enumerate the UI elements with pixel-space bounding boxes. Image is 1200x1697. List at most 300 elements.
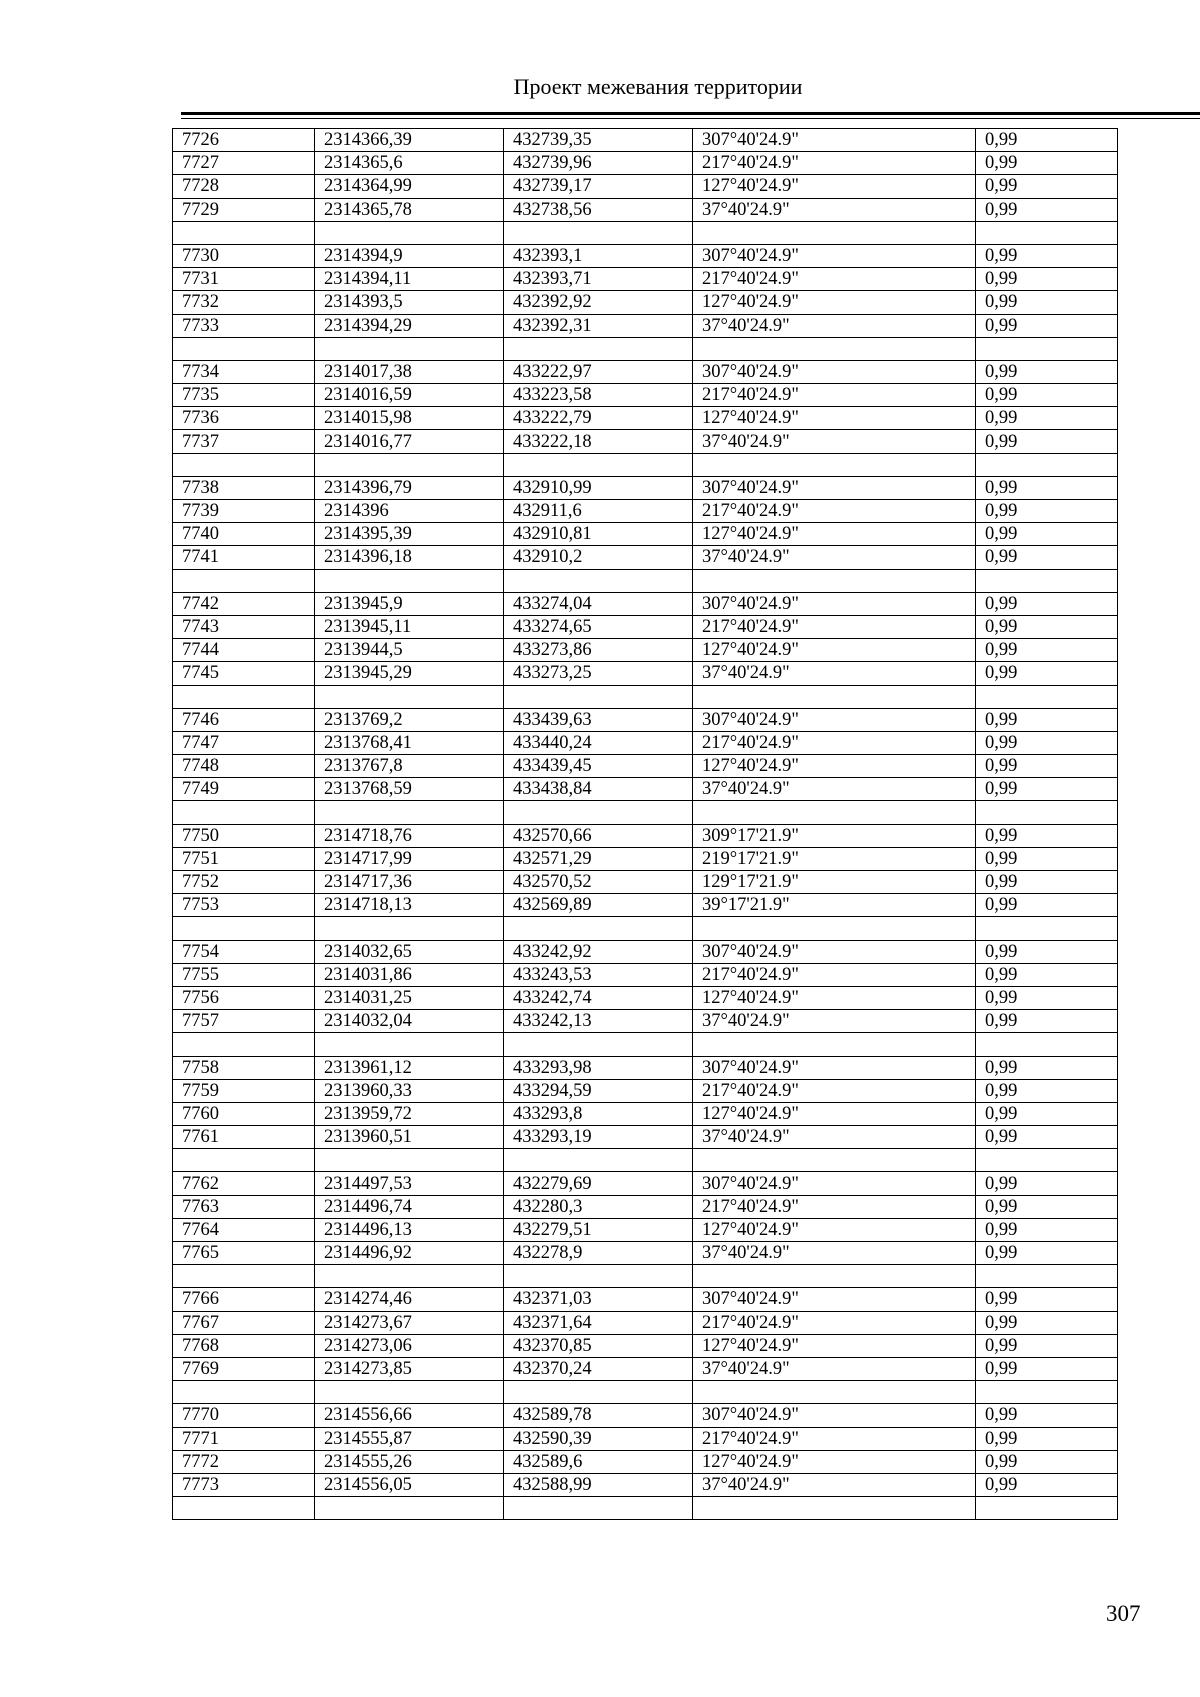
table-row bbox=[173, 1334, 1118, 1357]
direction-angle-cell: 307°40'24.9" bbox=[693, 476, 976, 499]
table-row bbox=[173, 291, 1118, 314]
direction-angle-cell: 217°40'24.9" bbox=[693, 1079, 976, 1102]
point-number-cell: 7727 bbox=[173, 152, 315, 175]
x-coordinate-cell: 2314016,59 bbox=[315, 384, 504, 407]
direction-angle-cell bbox=[693, 569, 976, 592]
table-row bbox=[173, 1195, 1118, 1218]
y-coordinate-cell: 432590,39 bbox=[504, 1427, 693, 1450]
table-row bbox=[173, 1427, 1118, 1450]
y-coordinate-cell: 432739,35 bbox=[504, 129, 693, 152]
y-coordinate-cell bbox=[504, 801, 693, 824]
x-coordinate-cell: 2314396,18 bbox=[315, 546, 504, 569]
y-coordinate-cell: 433274,65 bbox=[504, 615, 693, 638]
distance-cell: 0,99 bbox=[976, 476, 1118, 499]
point-number-cell: 7758 bbox=[173, 1056, 315, 1079]
distance-cell: 0,99 bbox=[976, 1473, 1118, 1496]
point-number-cell: 7773 bbox=[173, 1473, 315, 1496]
table-row bbox=[173, 1357, 1118, 1380]
distance-cell: 0,99 bbox=[976, 407, 1118, 430]
y-coordinate-cell: 433294,59 bbox=[504, 1079, 693, 1102]
distance-cell: 0,99 bbox=[976, 778, 1118, 801]
point-number-cell: 7740 bbox=[173, 523, 315, 546]
table-row bbox=[173, 778, 1118, 801]
table-row bbox=[173, 244, 1118, 267]
point-number-cell bbox=[173, 1149, 315, 1172]
x-coordinate-cell: 2313767,8 bbox=[315, 755, 504, 778]
point-number-cell: 7751 bbox=[173, 847, 315, 870]
direction-angle-cell: 127°40'24.9" bbox=[693, 1334, 976, 1357]
direction-angle-cell: 127°40'24.9" bbox=[693, 1450, 976, 1473]
table-row bbox=[173, 152, 1118, 175]
point-number-cell: 7734 bbox=[173, 360, 315, 383]
point-number-cell: 7735 bbox=[173, 384, 315, 407]
distance-cell: 0,99 bbox=[976, 546, 1118, 569]
table-row bbox=[173, 129, 1118, 152]
y-coordinate-cell: 432739,17 bbox=[504, 175, 693, 198]
direction-angle-cell: 307°40'24.9" bbox=[693, 1404, 976, 1427]
x-coordinate-cell: 2314718,13 bbox=[315, 894, 504, 917]
distance-cell: 0,99 bbox=[976, 500, 1118, 523]
distance-cell: 0,99 bbox=[976, 360, 1118, 383]
direction-angle-cell: 37°40'24.9" bbox=[693, 1357, 976, 1380]
table-row bbox=[173, 1288, 1118, 1311]
y-coordinate-cell: 432278,9 bbox=[504, 1242, 693, 1265]
direction-angle-cell: 39°17'21.9" bbox=[693, 894, 976, 917]
direction-angle-cell: 217°40'24.9" bbox=[693, 152, 976, 175]
x-coordinate-cell: 2314273,06 bbox=[315, 1334, 504, 1357]
direction-angle-cell bbox=[693, 1149, 976, 1172]
distance-cell: 0,99 bbox=[976, 894, 1118, 917]
direction-angle-cell: 37°40'24.9" bbox=[693, 1010, 976, 1033]
x-coordinate-cell: 2314496,13 bbox=[315, 1218, 504, 1241]
x-coordinate-cell: 2314273,67 bbox=[315, 1311, 504, 1334]
y-coordinate-cell: 432371,64 bbox=[504, 1311, 693, 1334]
y-coordinate-cell bbox=[504, 337, 693, 360]
point-number-cell: 7755 bbox=[173, 963, 315, 986]
table-row bbox=[173, 1010, 1118, 1033]
y-coordinate-cell bbox=[504, 1381, 693, 1404]
x-coordinate-cell: 2314555,26 bbox=[315, 1450, 504, 1473]
distance-cell: 0,99 bbox=[976, 244, 1118, 267]
x-coordinate-cell: 2314393,5 bbox=[315, 291, 504, 314]
direction-angle-cell: 217°40'24.9" bbox=[693, 615, 976, 638]
direction-angle-cell: 129°17'21.9" bbox=[693, 871, 976, 894]
direction-angle-cell bbox=[693, 1033, 976, 1056]
table-row bbox=[173, 639, 1118, 662]
x-coordinate-cell: 2314556,05 bbox=[315, 1473, 504, 1496]
point-number-cell: 7733 bbox=[173, 314, 315, 337]
y-coordinate-cell: 432569,89 bbox=[504, 894, 693, 917]
page-number: 307 bbox=[1106, 1601, 1141, 1626]
table-row bbox=[173, 894, 1118, 917]
point-number-cell bbox=[173, 917, 315, 940]
direction-angle-cell: 127°40'24.9" bbox=[693, 1102, 976, 1125]
direction-angle-cell: 307°40'24.9" bbox=[693, 360, 976, 383]
table-row bbox=[173, 384, 1118, 407]
x-coordinate-cell: 2314016,77 bbox=[315, 430, 504, 453]
table-row bbox=[173, 198, 1118, 221]
direction-angle-cell bbox=[693, 1265, 976, 1288]
distance-cell: 0,99 bbox=[976, 639, 1118, 662]
x-coordinate-cell: 2314274,46 bbox=[315, 1288, 504, 1311]
table-row bbox=[173, 592, 1118, 615]
distance-cell: 0,99 bbox=[976, 1334, 1118, 1357]
direction-angle-cell: 37°40'24.9" bbox=[693, 546, 976, 569]
table-row bbox=[173, 615, 1118, 638]
distance-cell bbox=[976, 337, 1118, 360]
x-coordinate-cell: 2314556,66 bbox=[315, 1404, 504, 1427]
point-number-cell bbox=[173, 337, 315, 360]
direction-angle-cell: 37°40'24.9" bbox=[693, 1473, 976, 1496]
point-number-cell: 7745 bbox=[173, 662, 315, 685]
x-coordinate-cell bbox=[315, 221, 504, 244]
table-row bbox=[173, 1450, 1118, 1473]
point-number-cell: 7741 bbox=[173, 546, 315, 569]
point-number-cell: 7749 bbox=[173, 778, 315, 801]
page-header-title: Проект межевания территории bbox=[513, 74, 803, 99]
direction-angle-cell: 217°40'24.9" bbox=[693, 1427, 976, 1450]
distance-cell: 0,99 bbox=[976, 1079, 1118, 1102]
y-coordinate-cell: 432589,78 bbox=[504, 1404, 693, 1427]
point-number-cell: 7762 bbox=[173, 1172, 315, 1195]
y-coordinate-cell: 433440,24 bbox=[504, 731, 693, 754]
y-coordinate-cell bbox=[504, 1033, 693, 1056]
table-row bbox=[173, 523, 1118, 546]
y-coordinate-cell: 432910,2 bbox=[504, 546, 693, 569]
y-coordinate-cell: 432393,71 bbox=[504, 268, 693, 291]
direction-angle-cell: 307°40'24.9" bbox=[693, 940, 976, 963]
direction-angle-cell: 307°40'24.9" bbox=[693, 129, 976, 152]
direction-angle-cell: 309°17'21.9" bbox=[693, 824, 976, 847]
table-separator-row bbox=[173, 1497, 1118, 1520]
table-separator-row bbox=[173, 1265, 1118, 1288]
table-row bbox=[173, 1473, 1118, 1496]
table-row bbox=[173, 500, 1118, 523]
distance-cell: 0,99 bbox=[976, 1242, 1118, 1265]
y-coordinate-cell: 432738,56 bbox=[504, 198, 693, 221]
y-coordinate-cell: 433243,53 bbox=[504, 963, 693, 986]
y-coordinate-cell: 432279,51 bbox=[504, 1218, 693, 1241]
point-number-cell: 7759 bbox=[173, 1079, 315, 1102]
point-number-cell: 7772 bbox=[173, 1450, 315, 1473]
table-row bbox=[173, 708, 1118, 731]
x-coordinate-cell bbox=[315, 337, 504, 360]
distance-cell: 0,99 bbox=[976, 731, 1118, 754]
direction-angle-cell: 217°40'24.9" bbox=[693, 731, 976, 754]
direction-angle-cell: 217°40'24.9" bbox=[693, 1311, 976, 1334]
table-row bbox=[173, 755, 1118, 778]
point-number-cell: 7771 bbox=[173, 1427, 315, 1450]
distance-cell: 0,99 bbox=[976, 1056, 1118, 1079]
y-coordinate-cell bbox=[504, 1265, 693, 1288]
y-coordinate-cell: 432589,6 bbox=[504, 1450, 693, 1473]
direction-angle-cell: 217°40'24.9" bbox=[693, 1195, 976, 1218]
table-separator-row bbox=[173, 685, 1118, 708]
direction-angle-cell: 127°40'24.9" bbox=[693, 639, 976, 662]
distance-cell: 0,99 bbox=[976, 662, 1118, 685]
point-number-cell: 7764 bbox=[173, 1218, 315, 1241]
x-coordinate-cell bbox=[315, 1381, 504, 1404]
point-number-cell bbox=[173, 1265, 315, 1288]
direction-angle-cell bbox=[693, 1497, 976, 1520]
point-number-cell: 7754 bbox=[173, 940, 315, 963]
direction-angle-cell: 37°40'24.9" bbox=[693, 1126, 976, 1149]
direction-angle-cell: 127°40'24.9" bbox=[693, 291, 976, 314]
y-coordinate-cell: 432371,03 bbox=[504, 1288, 693, 1311]
point-number-cell: 7736 bbox=[173, 407, 315, 430]
point-number-cell: 7752 bbox=[173, 871, 315, 894]
distance-cell: 0,99 bbox=[976, 871, 1118, 894]
direction-angle-cell bbox=[693, 221, 976, 244]
table-row bbox=[173, 1311, 1118, 1334]
point-number-cell: 7738 bbox=[173, 476, 315, 499]
table-separator-row bbox=[173, 221, 1118, 244]
distance-cell bbox=[976, 1149, 1118, 1172]
x-coordinate-cell bbox=[315, 685, 504, 708]
x-coordinate-cell: 2314718,76 bbox=[315, 824, 504, 847]
direction-angle-cell: 307°40'24.9" bbox=[693, 1172, 976, 1195]
direction-angle-cell bbox=[693, 801, 976, 824]
y-coordinate-cell: 433242,74 bbox=[504, 986, 693, 1009]
x-coordinate-cell: 2313768,41 bbox=[315, 731, 504, 754]
distance-cell: 0,99 bbox=[976, 523, 1118, 546]
table-row bbox=[173, 847, 1118, 870]
distance-cell: 0,99 bbox=[976, 430, 1118, 453]
y-coordinate-cell: 433439,45 bbox=[504, 755, 693, 778]
distance-cell bbox=[976, 917, 1118, 940]
x-coordinate-cell: 2314366,39 bbox=[315, 129, 504, 152]
y-coordinate-cell: 432570,66 bbox=[504, 824, 693, 847]
y-coordinate-cell bbox=[504, 453, 693, 476]
x-coordinate-cell bbox=[315, 801, 504, 824]
distance-cell: 0,99 bbox=[976, 1010, 1118, 1033]
x-coordinate-cell bbox=[315, 1033, 504, 1056]
header-rule-thin bbox=[181, 118, 1200, 119]
y-coordinate-cell: 433242,92 bbox=[504, 940, 693, 963]
y-coordinate-cell: 432393,1 bbox=[504, 244, 693, 267]
x-coordinate-cell: 2314365,78 bbox=[315, 198, 504, 221]
table-separator-row bbox=[173, 337, 1118, 360]
table-row bbox=[173, 360, 1118, 383]
y-coordinate-cell bbox=[504, 569, 693, 592]
y-coordinate-cell bbox=[504, 221, 693, 244]
point-number-cell bbox=[173, 1033, 315, 1056]
point-number-cell: 7756 bbox=[173, 986, 315, 1009]
distance-cell: 0,99 bbox=[976, 198, 1118, 221]
table-row bbox=[173, 1126, 1118, 1149]
point-number-cell: 7769 bbox=[173, 1357, 315, 1380]
direction-angle-cell: 37°40'24.9" bbox=[693, 430, 976, 453]
distance-cell bbox=[976, 569, 1118, 592]
distance-cell: 0,99 bbox=[976, 1195, 1118, 1218]
y-coordinate-cell bbox=[504, 917, 693, 940]
header-rule-thick bbox=[181, 112, 1200, 115]
direction-angle-cell: 307°40'24.9" bbox=[693, 1056, 976, 1079]
table-row bbox=[173, 871, 1118, 894]
direction-angle-cell bbox=[693, 917, 976, 940]
y-coordinate-cell: 433242,13 bbox=[504, 1010, 693, 1033]
y-coordinate-cell bbox=[504, 685, 693, 708]
distance-cell: 0,99 bbox=[976, 824, 1118, 847]
x-coordinate-cell: 2313960,51 bbox=[315, 1126, 504, 1149]
table-row bbox=[173, 1172, 1118, 1195]
point-number-cell: 7770 bbox=[173, 1404, 315, 1427]
point-number-cell: 7753 bbox=[173, 894, 315, 917]
direction-angle-cell: 307°40'24.9" bbox=[693, 592, 976, 615]
point-number-cell: 7767 bbox=[173, 1311, 315, 1334]
point-number-cell: 7768 bbox=[173, 1334, 315, 1357]
y-coordinate-cell: 433439,63 bbox=[504, 708, 693, 731]
table-row bbox=[173, 986, 1118, 1009]
y-coordinate-cell: 432370,24 bbox=[504, 1357, 693, 1380]
distance-cell bbox=[976, 685, 1118, 708]
table-row bbox=[173, 430, 1118, 453]
x-coordinate-cell: 2313944,5 bbox=[315, 639, 504, 662]
table-separator-row bbox=[173, 569, 1118, 592]
direction-angle-cell: 37°40'24.9" bbox=[693, 778, 976, 801]
point-number-cell: 7730 bbox=[173, 244, 315, 267]
x-coordinate-cell: 2314395,39 bbox=[315, 523, 504, 546]
table-row bbox=[173, 963, 1118, 986]
x-coordinate-cell: 2313945,9 bbox=[315, 592, 504, 615]
direction-angle-cell: 307°40'24.9" bbox=[693, 708, 976, 731]
table-row bbox=[173, 268, 1118, 291]
x-coordinate-cell: 2314717,36 bbox=[315, 871, 504, 894]
direction-angle-cell: 37°40'24.9" bbox=[693, 198, 976, 221]
distance-cell: 0,99 bbox=[976, 1172, 1118, 1195]
point-number-cell: 7750 bbox=[173, 824, 315, 847]
direction-angle-cell bbox=[693, 1381, 976, 1404]
x-coordinate-cell: 2313945,29 bbox=[315, 662, 504, 685]
point-number-cell: 7731 bbox=[173, 268, 315, 291]
distance-cell: 0,99 bbox=[976, 175, 1118, 198]
table-row bbox=[173, 1056, 1118, 1079]
distance-cell: 0,99 bbox=[976, 1311, 1118, 1334]
distance-cell: 0,99 bbox=[976, 1218, 1118, 1241]
x-coordinate-cell: 2314273,85 bbox=[315, 1357, 504, 1380]
x-coordinate-cell bbox=[315, 1265, 504, 1288]
x-coordinate-cell: 2314394,11 bbox=[315, 268, 504, 291]
distance-cell: 0,99 bbox=[976, 384, 1118, 407]
y-coordinate-cell bbox=[504, 1497, 693, 1520]
point-number-cell: 7744 bbox=[173, 639, 315, 662]
y-coordinate-cell: 433222,97 bbox=[504, 360, 693, 383]
y-coordinate-cell: 433274,04 bbox=[504, 592, 693, 615]
distance-cell bbox=[976, 453, 1118, 476]
x-coordinate-cell: 2313945,11 bbox=[315, 615, 504, 638]
direction-angle-cell: 217°40'24.9" bbox=[693, 268, 976, 291]
distance-cell bbox=[976, 1381, 1118, 1404]
x-coordinate-cell: 2314396,79 bbox=[315, 476, 504, 499]
direction-angle-cell: 219°17'21.9" bbox=[693, 847, 976, 870]
table-row bbox=[173, 731, 1118, 754]
distance-cell: 0,99 bbox=[976, 847, 1118, 870]
distance-cell: 0,99 bbox=[976, 615, 1118, 638]
y-coordinate-cell: 433223,58 bbox=[504, 384, 693, 407]
point-number-cell bbox=[173, 801, 315, 824]
x-coordinate-cell: 2313960,33 bbox=[315, 1079, 504, 1102]
point-number-cell: 7739 bbox=[173, 500, 315, 523]
direction-angle-cell: 217°40'24.9" bbox=[693, 384, 976, 407]
distance-cell bbox=[976, 221, 1118, 244]
table-separator-row bbox=[173, 1033, 1118, 1056]
y-coordinate-cell: 432910,99 bbox=[504, 476, 693, 499]
table-separator-row bbox=[173, 1149, 1118, 1172]
direction-angle-cell: 37°40'24.9" bbox=[693, 1242, 976, 1265]
y-coordinate-cell: 432392,92 bbox=[504, 291, 693, 314]
y-coordinate-cell: 432279,69 bbox=[504, 1172, 693, 1195]
y-coordinate-cell: 432739,96 bbox=[504, 152, 693, 175]
direction-angle-cell bbox=[693, 337, 976, 360]
y-coordinate-cell: 433438,84 bbox=[504, 778, 693, 801]
direction-angle-cell: 127°40'24.9" bbox=[693, 986, 976, 1009]
x-coordinate-cell: 2313768,59 bbox=[315, 778, 504, 801]
distance-cell bbox=[976, 1497, 1118, 1520]
direction-angle-cell bbox=[693, 453, 976, 476]
x-coordinate-cell bbox=[315, 1149, 504, 1172]
y-coordinate-cell: 432588,99 bbox=[504, 1473, 693, 1496]
y-coordinate-cell: 433222,79 bbox=[504, 407, 693, 430]
x-coordinate-cell: 2314394,9 bbox=[315, 244, 504, 267]
point-number-cell: 7732 bbox=[173, 291, 315, 314]
direction-angle-cell: 37°40'24.9" bbox=[693, 314, 976, 337]
point-number-cell bbox=[173, 1497, 315, 1520]
point-number-cell: 7742 bbox=[173, 592, 315, 615]
x-coordinate-cell bbox=[315, 453, 504, 476]
distance-cell bbox=[976, 1033, 1118, 1056]
x-coordinate-cell bbox=[315, 917, 504, 940]
x-coordinate-cell: 2314365,6 bbox=[315, 152, 504, 175]
direction-angle-cell: 217°40'24.9" bbox=[693, 963, 976, 986]
x-coordinate-cell: 2314496,74 bbox=[315, 1195, 504, 1218]
table-row bbox=[173, 1079, 1118, 1102]
y-coordinate-cell: 433293,8 bbox=[504, 1102, 693, 1125]
direction-angle-cell bbox=[693, 685, 976, 708]
y-coordinate-cell: 433293,98 bbox=[504, 1056, 693, 1079]
x-coordinate-cell: 2314717,99 bbox=[315, 847, 504, 870]
direction-angle-cell: 217°40'24.9" bbox=[693, 500, 976, 523]
y-coordinate-cell: 432392,31 bbox=[504, 314, 693, 337]
distance-cell: 0,99 bbox=[976, 1427, 1118, 1450]
point-number-cell: 7746 bbox=[173, 708, 315, 731]
point-number-cell: 7766 bbox=[173, 1288, 315, 1311]
distance-cell: 0,99 bbox=[976, 152, 1118, 175]
distance-cell: 0,99 bbox=[976, 1450, 1118, 1473]
x-coordinate-cell: 2313959,72 bbox=[315, 1102, 504, 1125]
point-number-cell: 7743 bbox=[173, 615, 315, 638]
distance-cell: 0,99 bbox=[976, 1404, 1118, 1427]
distance-cell: 0,99 bbox=[976, 940, 1118, 963]
distance-cell: 0,99 bbox=[976, 963, 1118, 986]
x-coordinate-cell: 2314032,65 bbox=[315, 940, 504, 963]
x-coordinate-cell: 2314015,98 bbox=[315, 407, 504, 430]
distance-cell bbox=[976, 801, 1118, 824]
y-coordinate-cell: 432280,3 bbox=[504, 1195, 693, 1218]
y-coordinate-cell: 432570,52 bbox=[504, 871, 693, 894]
distance-cell: 0,99 bbox=[976, 1357, 1118, 1380]
point-number-cell: 7761 bbox=[173, 1126, 315, 1149]
distance-cell bbox=[976, 1265, 1118, 1288]
direction-angle-cell: 307°40'24.9" bbox=[693, 1288, 976, 1311]
y-coordinate-cell: 433273,25 bbox=[504, 662, 693, 685]
point-number-cell: 7757 bbox=[173, 1010, 315, 1033]
table-row bbox=[173, 314, 1118, 337]
distance-cell: 0,99 bbox=[976, 592, 1118, 615]
point-number-cell: 7729 bbox=[173, 198, 315, 221]
point-number-cell: 7748 bbox=[173, 755, 315, 778]
y-coordinate-cell bbox=[504, 1149, 693, 1172]
y-coordinate-cell: 432370,85 bbox=[504, 1334, 693, 1357]
